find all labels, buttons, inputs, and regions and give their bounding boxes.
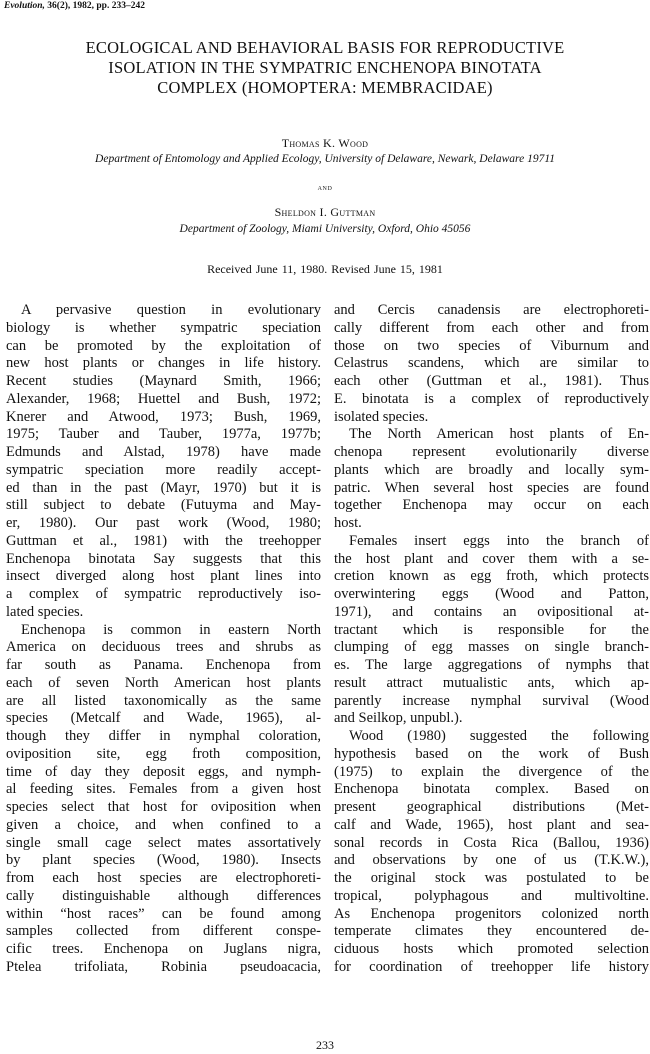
text-line: es. The large aggregations of nymphs that (334, 657, 649, 673)
text-line: and Cercis canadensis are electrophoreti- (334, 302, 649, 318)
text-line: lated species. (6, 603, 84, 620)
text-line: Celastrus scandens, which are similar to (334, 355, 649, 372)
text-line: sonal records in Costa Rica (Ballou, 1936) (334, 834, 649, 851)
text-line: Alexander, 1968; Huettel and Bush, 1972; (6, 390, 321, 407)
text-line: parently increase nymphal survival (Wood (334, 692, 649, 709)
author-affiliation: Department of Zoology, Miami University, Oxford, Ohio 45056 (179, 223, 471, 235)
text-line: new host plants or changes in life history. (6, 355, 321, 372)
text-line: clumping of egg masses on single branch- (334, 639, 649, 656)
text-line: Enchenopa binotata complex. Based on (334, 781, 649, 798)
text-line: temperate climates they encountered de- (334, 923, 649, 940)
text-line: Guttman et al., 1981) with the treehopper (6, 532, 321, 549)
received-revised-dates: Received June 11, 1980. Revised June 15, 1981 (207, 262, 443, 276)
text-line: Enchenopa binotata Say suggests that this (6, 550, 321, 567)
text-line: tropical, polyphagous and multivoltine. (334, 887, 649, 904)
body-column-right (334, 302, 649, 977)
text-line: far south as Panama. Enchenopa from (6, 657, 321, 673)
text-line: al feeding sites. Females from a given host (6, 781, 321, 798)
text-line: sympatric speciation more readily accept- (6, 461, 321, 478)
author-name: Thomas K. Wood (281, 136, 369, 150)
text-line: given a choice, and when confined to a (6, 816, 321, 833)
text-line: those on two species of Viburnum and (334, 337, 649, 354)
text-line: present geographical distributions (Met- (334, 799, 649, 815)
text-line: isolated species. (334, 408, 429, 425)
text-line: each other (Guttman et al., 1981). Thus (334, 373, 649, 389)
text-line: are all listed taxonomically as the same (6, 692, 321, 709)
text-line: overwintering eggs (Wood and Patton, (334, 586, 649, 602)
text-line: each of seven North American host plants (6, 674, 321, 691)
text-line: calf and Wade, 1965), host plant and sea- (334, 816, 649, 833)
text-line: single small cage select mates assortatively (6, 834, 321, 851)
text-line: together Enchenopa may occur on each (334, 497, 649, 514)
author-name: Sheldon I. Guttman (274, 205, 376, 219)
text-line: oviposition site, egg froth composition, (6, 745, 321, 762)
paragraph (6, 622, 321, 977)
author-separator: and (317, 182, 333, 192)
text-line: plants which are broadly and locally sym- (334, 461, 649, 478)
text-line: ed than in the past (Mayr, 1970) but it is (6, 479, 321, 496)
text-line: samples collected from different conspe- (6, 923, 321, 940)
text-line: cretion known as egg froth, which protects (334, 568, 649, 585)
text-line: and Seilkop, unpubl.). (334, 710, 463, 727)
text-line: insect diverged along host plant lines into (6, 568, 321, 585)
text-line: for coordination of treehopper life history (334, 958, 649, 975)
text-line: Recent studies (Maynard Smith, 1966; (6, 373, 321, 389)
text-line: species select that host for oviposition when (6, 799, 321, 815)
text-line: can be promoted by the exploitation of (6, 337, 321, 354)
text-line: As Enchenopa progenitors colonized north (334, 905, 649, 922)
text-line: a complex of sympatric reproductively iso- (6, 586, 321, 602)
text-line: species (Metcalf and Wade, 1965), al- (6, 710, 321, 727)
text-line: A pervasive question in evolutionary (21, 302, 321, 318)
text-line: ciduous hosts which promoted selection (334, 941, 649, 957)
body-column-left (6, 302, 321, 977)
text-line: E. binotata is a complex of reproductively (334, 390, 649, 407)
text-line: patric. When several host species are found (334, 479, 649, 496)
journal-citation: 36(2), 1982, pp. 233–242 (47, 1, 145, 11)
text-line: The North American host plants of En- (349, 426, 649, 443)
paragraph (334, 426, 649, 533)
text-line: America on deciduous trees and shrubs as (6, 639, 321, 656)
text-line: and observations by one of us (T.K.W.), (334, 852, 649, 869)
text-line: Ptelea trifoliata, Robinia pseudoacacia, (6, 958, 321, 975)
text-line: Enchenopa is common in eastern North (21, 621, 321, 638)
text-line: 1975; Tauber and Tauber, 1977a, 1977b; (6, 426, 321, 443)
text-line: the host plant and cover them with a se- (334, 550, 649, 567)
text-line: cific trees. Enchenopa on Juglans nigra, (6, 941, 321, 957)
journal-name: Evolution, (4, 1, 45, 11)
text-line: er, 1980). Our past work (Wood, 1980; (6, 515, 321, 531)
paragraph (6, 302, 321, 622)
text-line: from each host species are electrophoreti- (6, 870, 321, 886)
author-affiliation: Department of Entomology and Applied Ecology, University of Delaware, Newark, Delaware 19711 (95, 153, 555, 165)
title-line: COMPLEX (HOMOPTERA: MEMBRACIDAE) (157, 78, 493, 97)
paragraph (334, 302, 649, 426)
text-line: Wood (1980) suggested the following (349, 728, 649, 744)
text-line: cally different from each other and from (334, 319, 649, 336)
text-line: the original stock was postulated to be (334, 870, 649, 886)
text-line: 1971), and contains an ovipositional at- (334, 603, 649, 620)
text-line: by plant species (Wood, 1980). Insects (6, 852, 321, 869)
text-line: result attract mutualistic ants, which ap- (334, 674, 649, 691)
text-line: time of day they deposit eggs, and nymph- (6, 763, 321, 780)
text-line: chenopa represent evolutionarily diverse (334, 444, 649, 460)
text-line: cally distinguishable although differences (6, 887, 321, 904)
text-line: Females insert eggs into the branch of (349, 532, 649, 549)
text-line: within “host races” can be found among (6, 905, 321, 922)
text-line: biology is whether sympatric speciation (6, 319, 321, 336)
paragraph (334, 728, 649, 977)
title-line: ISOLATION IN THE SYMPATRIC ENCHENOPA BINOTATA (108, 58, 542, 77)
page-number: 233 (316, 1038, 334, 1052)
paper-title (40, 38, 610, 98)
text-line: host. (334, 515, 362, 531)
text-line: Knerer and Atwood, 1973; Bush, 1969, (6, 408, 321, 425)
paragraph (334, 533, 649, 728)
text-line: hypothesis based on the work of Bush (334, 745, 649, 762)
text-line: Edmunds and Alstad, 1978) have made (6, 444, 321, 460)
text-line: tractant which is responsible for the (334, 621, 649, 638)
text-line: though they differ in nymphal coloration, (6, 728, 321, 744)
running-header (4, 1, 145, 11)
text-line: still subject to debate (Futuyma and May- (6, 497, 321, 514)
text-line: (1975) to explain the divergence of the (334, 763, 649, 780)
title-line: ECOLOGICAL AND BEHAVIORAL BASIS FOR REPRODUCTIVE (85, 38, 565, 57)
